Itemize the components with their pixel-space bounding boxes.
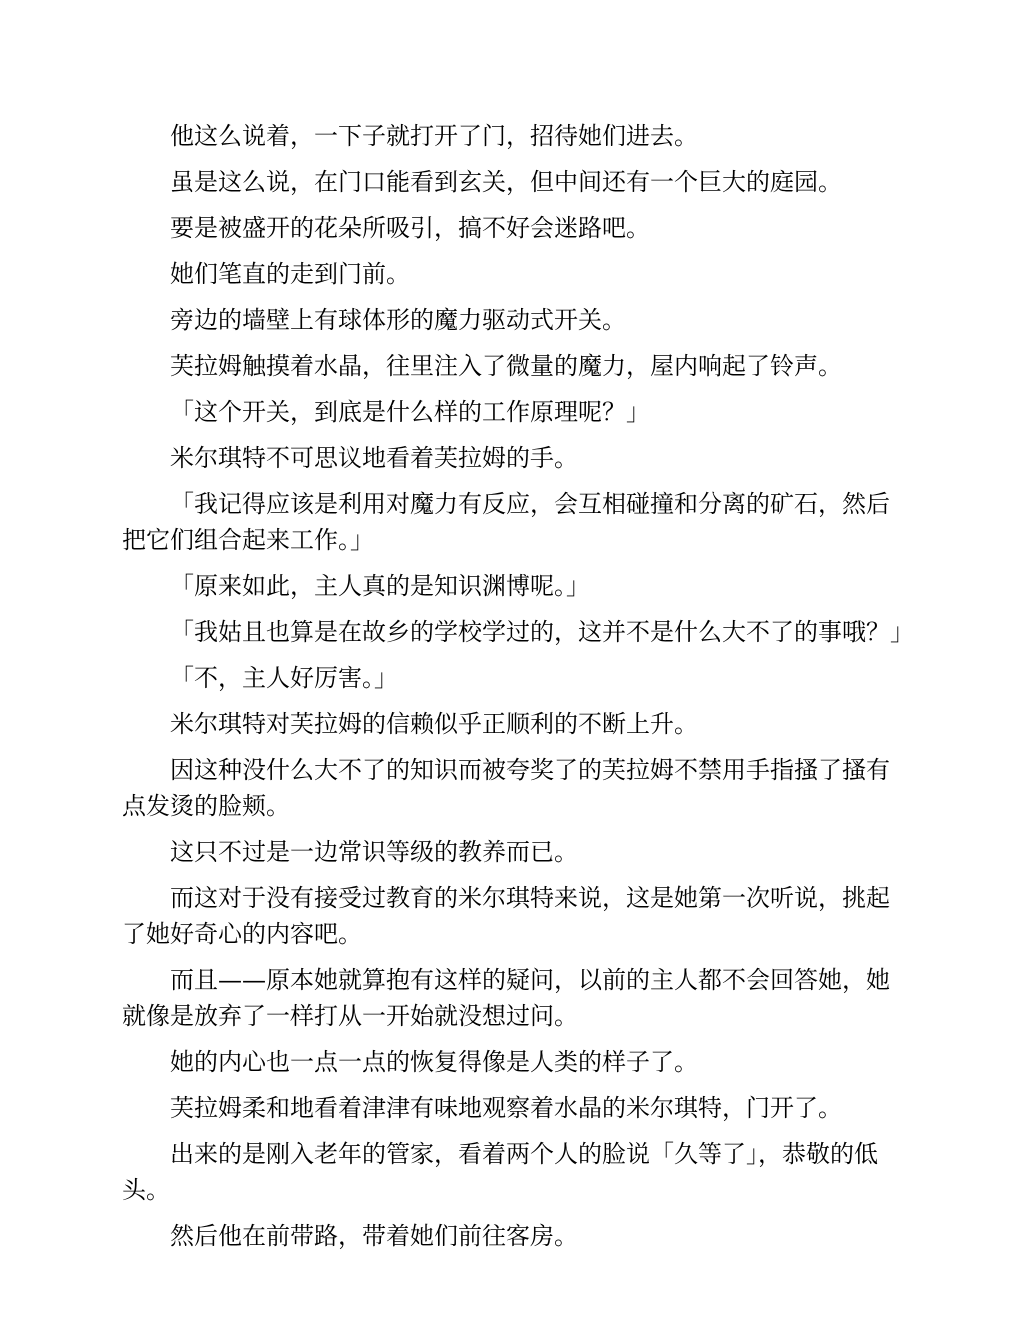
paragraph-19: 芙拉姆柔和地看着津津有味地观察着水晶的米尔琪特，门开了。 bbox=[170, 1094, 842, 1122]
paragraph-10: 「原来如此，主人真的是知识渊博呢。」 bbox=[170, 572, 590, 600]
paragraph-3: 要是被盛开的花朵所吸引，搞不好会迷路吧。 bbox=[170, 214, 650, 242]
paragraph-21: 然后他在前带路，带着她们前往客房。 bbox=[170, 1222, 578, 1250]
paragraph-17: 而且——原本她就算抱有这样的疑问，以前的主人都不会回答她，她就像是放弃了一样打从一开始就没想过问。 bbox=[122, 966, 890, 1030]
paragraph-9: 「我记得应该是利用对魔力有反应，会互相碰撞和分离的矿石，然后把它们组合起来工作。」 bbox=[122, 490, 890, 554]
paragraph-8: 米尔琪特不可思议地看着芙拉姆的手。 bbox=[170, 444, 578, 472]
paragraph-1: 他这么说着，一下子就打开了门，招待她们进去。 bbox=[170, 122, 698, 150]
paragraph-7: 「这个开关，到底是什么样的工作原理呢？」 bbox=[170, 398, 650, 426]
paragraph-12: 「不，主人好厉害。」 bbox=[170, 664, 398, 692]
paragraph-4: 她们笔直的走到门前。 bbox=[170, 260, 410, 288]
paragraph-18: 她的内心也一点一点的恢复得像是人类的样子了。 bbox=[170, 1048, 698, 1076]
paragraph-5: 旁边的墙壁上有球体形的魔力驱动式开关。 bbox=[170, 306, 626, 334]
paragraph-14: 因这种没什么大不了的知识而被夸奖了的芙拉姆不禁用手指搔了搔有点发烫的脸颊。 bbox=[122, 756, 890, 820]
paragraph-2: 虽是这么说，在门口能看到玄关，但中间还有一个巨大的庭园。 bbox=[170, 168, 842, 196]
paragraph-16: 而这对于没有接受过教育的米尔琪特来说，这是她第一次听说，挑起了她好奇心的内容吧。 bbox=[122, 884, 890, 948]
paragraph-15: 这只不过是一边常识等级的教养而已。 bbox=[170, 838, 578, 866]
paragraph-13: 米尔琪特对芙拉姆的信赖似乎正顺利的不断上升。 bbox=[170, 710, 698, 738]
paragraph-6: 芙拉姆触摸着水晶，往里注入了微量的魔力，屋内响起了铃声。 bbox=[170, 352, 842, 380]
body-text bbox=[122, 118, 914, 1264]
paragraph-20: 出来的是刚入老年的管家，看着两个人的脸说「久等了」，恭敬的低头。 bbox=[122, 1140, 878, 1204]
paragraph-11: 「我姑且也算是在故乡的学校学过的，这并不是什么大不了的事哦？」 bbox=[170, 618, 914, 646]
